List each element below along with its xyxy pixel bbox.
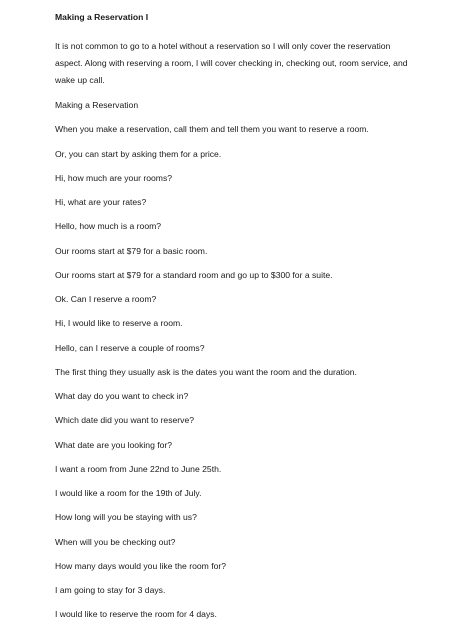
- example-line: Hi, I would like to reserve a room.: [55, 318, 183, 328]
- intro-line-3: wake up call.: [55, 75, 105, 85]
- example-line: How many days would you like the room for?: [55, 561, 226, 571]
- intro-line-2: aspect. Along with reserving a room, I will cover checking in, checking out, room service, and: [55, 58, 408, 68]
- example-line: Hello, can I reserve a couple of rooms?: [55, 343, 205, 353]
- example-line: What day do you want to check in?: [55, 391, 189, 401]
- example-line: I am going to stay for 3 days.: [55, 585, 166, 595]
- document-title: Making a Reservation I: [55, 12, 149, 22]
- body-line: When you make a reservation, call them and tell them you want to reserve a room.: [55, 124, 369, 134]
- example-line: Hello, how much is a room?: [55, 221, 162, 231]
- example-line: How long will you be staying with us?: [55, 512, 197, 522]
- example-line: I would like a room for the 19th of July.: [55, 488, 202, 498]
- example-line: Our rooms start at $79 for a standard room and go up to $300 for a suite.: [55, 270, 333, 280]
- body-line: The first thing they usually ask is the dates you want the room and the duration.: [55, 367, 357, 377]
- example-line: What date are you looking for?: [55, 440, 173, 450]
- example-line: Hi, what are your rates?: [55, 197, 147, 207]
- example-line: I would like to reserve the room for 4 days.: [55, 609, 217, 619]
- example-line: Hi, how much are your rooms?: [55, 173, 173, 183]
- example-line: I want a room from June 22nd to June 25th.: [55, 464, 222, 474]
- example-line: Which date did you want to reserve?: [55, 415, 195, 425]
- body-line: Or, you can start by asking them for a price.: [55, 149, 222, 159]
- example-line: Ok. Can I reserve a room?: [55, 294, 157, 304]
- example-line: Our rooms start at $79 for a basic room.: [55, 246, 208, 256]
- example-line: When will you be checking out?: [55, 537, 176, 547]
- intro-line-1: It is not common to go to a hotel without a reservation so I will only cover the reservation: [55, 41, 391, 51]
- section-heading: Making a Reservation: [55, 100, 139, 110]
